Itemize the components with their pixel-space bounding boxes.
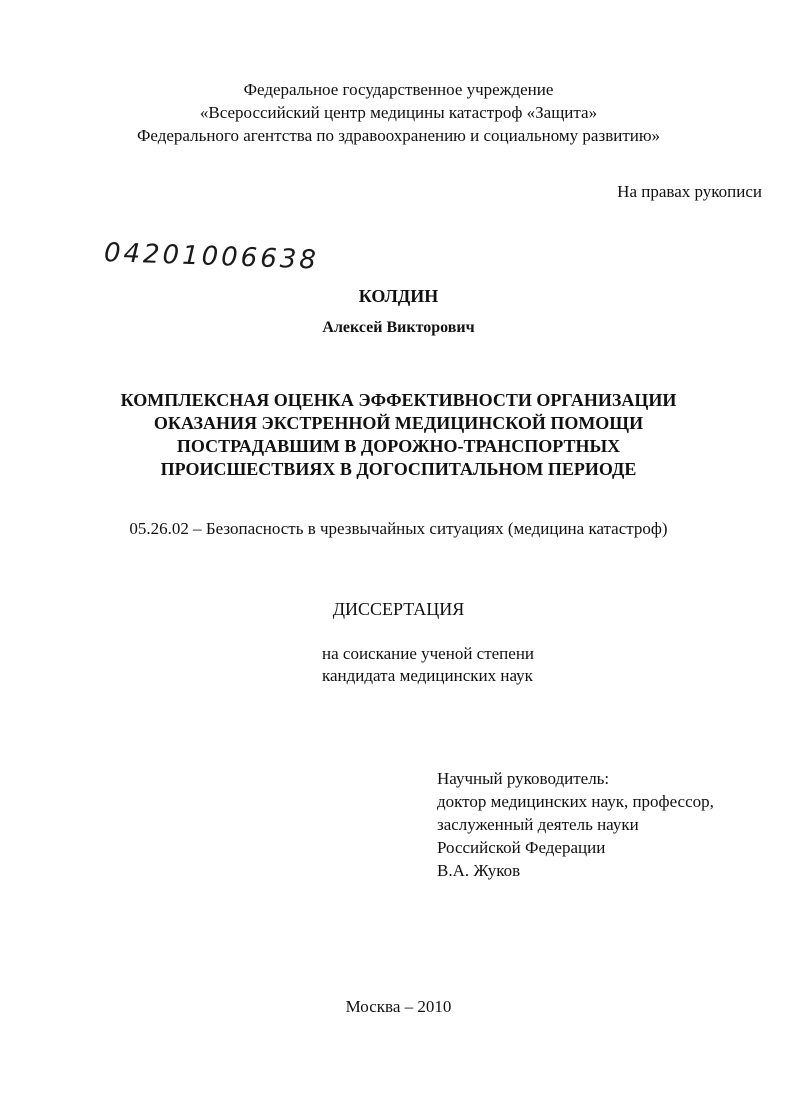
author-surname: КОЛДИН [358, 286, 439, 306]
specialty-code: 05.26.02 – Безопасность в чрезвычайных ситуациях (медицина катастроф) [129, 519, 668, 538]
city-year: Москва – 2010 [345, 997, 452, 1016]
institution-line-1: Федеральное государственное учреждение [243, 80, 554, 99]
supervisor-degree: доктор медицинских наук, профессор, [437, 792, 714, 811]
institution-block [0, 78, 797, 147]
title-line-4: ПРОИСШЕСТВИЯХ В ДОГОСПИТАЛЬНОМ ПЕРИОДЕ [160, 459, 637, 479]
title-line-1: КОМПЛЕКСНАЯ ОЦЕНКА ЭФФЕКТИВНОСТИ ОРГАНИЗАЦИИ [120, 390, 677, 410]
supervisor-country: Российской Федерации [437, 838, 606, 857]
degree-line-2: кандидата медицинских наук [322, 666, 533, 685]
dissertation-title [0, 389, 797, 481]
supervisor-name: В.А. Жуков [437, 861, 521, 880]
supervisor-label: Научный руководитель: [437, 769, 610, 788]
degree-line-1: на соискание ученой степени [322, 644, 535, 663]
handwritten-registration-number: 04201006638 [103, 238, 320, 276]
supervisor-honor: заслуженный деятель науки [437, 815, 639, 834]
institution-line-3: Федерального агентства по здравоохранению и социальному развитию» [136, 126, 661, 145]
manuscript-note: На правах рукописи [617, 182, 762, 201]
supervisor-block [437, 767, 714, 882]
title-line-2: ОКАЗАНИЯ ЭКСТРЕННОЙ МЕДИЦИНСКОЙ ПОМОЩИ [153, 413, 644, 433]
title-line-3: ПОСТРАДАВШИМ В ДОРОЖНО-ТРАНСПОРТНЫХ [176, 436, 621, 456]
institution-line-2: «Всероссийский центр медицины катастроф «Защита» [199, 103, 598, 122]
degree-block [322, 643, 534, 687]
document-type: ДИССЕРТАЦИЯ [332, 599, 465, 619]
author-name: Алексей Викторович [322, 319, 475, 336]
